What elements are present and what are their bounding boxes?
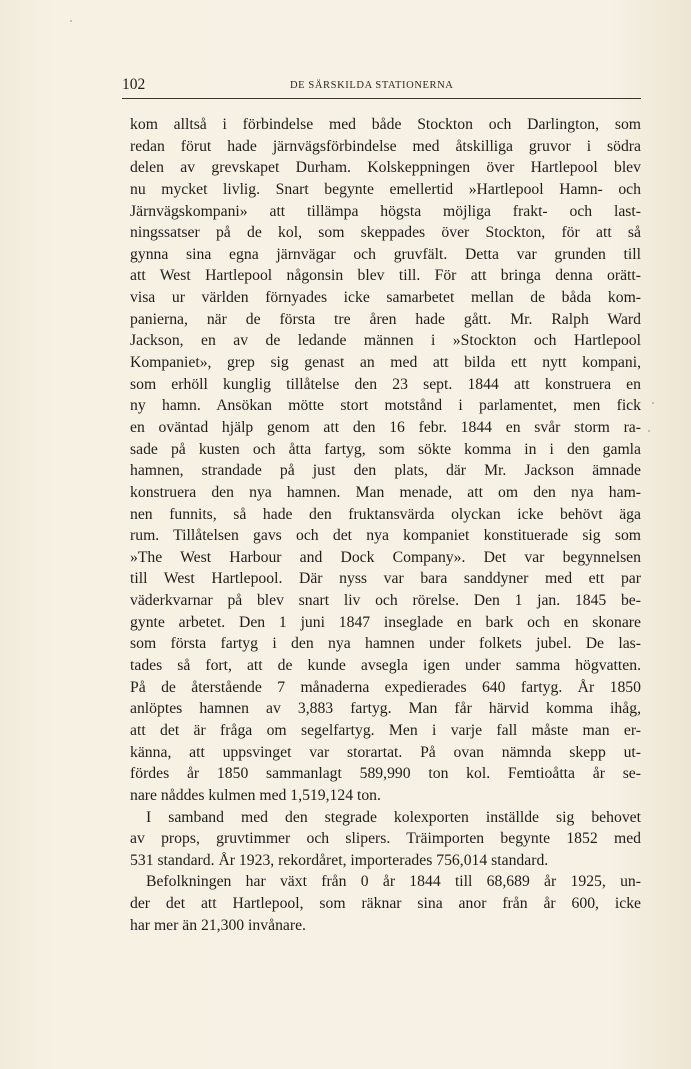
text-line: hamnen, strandade på just den plats, där Mr. Jackson ämnade (130, 462, 641, 480)
text-line: nare nåddes kulmen med 1,519,124 ton. (130, 786, 381, 804)
text-line: som erhöll kunglig tillåtelse den 23 sept. 1844 att konstruera en (130, 375, 641, 393)
text-line: har mer än 21,300 invånare. (130, 916, 306, 934)
text-line: ningssatser på de kol, som skeppades över Stockton, för att så (130, 224, 641, 242)
text-line: delen av grevskapet Durham. Kolskeppningen över Hartlepool blev (130, 159, 641, 177)
text-line: panierna, när de första tre åren hade gått. Mr. Ralph Ward (130, 310, 641, 328)
text-line: nu mycket livlig. Snart begynte emellertid »Hartlepool Hamn- och (130, 180, 641, 198)
body-text (130, 114, 641, 936)
text-line: kom alltså i förbindelse med både Stockton och Darlington, som (130, 116, 641, 133)
text-line: konstruera den nya hamnen. Man menade, att om den nya ham- (130, 483, 641, 501)
text-line: Jackson, en av de ledande männen i »Stockton och Hartlepool (130, 332, 641, 350)
page-header (122, 76, 641, 99)
text-line: gynna sina egna järnvägar och gruvfält. Detta var grunden till (130, 245, 641, 263)
running-head: DE SÄRSKILDA STATIONERNA (290, 80, 454, 91)
text-line: »The West Harbour and Dock Company». Det var begynnelsen (130, 548, 641, 566)
text-line: Befolkningen har växt från 0 år 1844 till 68,689 år 1925, un- (146, 873, 641, 891)
paper-speck (648, 430, 650, 432)
text-line: anlöptes hamnen av 3,883 fartyg. Man får härvid komma ihåg, (130, 700, 641, 718)
text-line: av props, gruvtimmer och slipers. Träimporten begynte 1852 med (130, 830, 641, 848)
text-line: der det att Hartlepool, som räknar sina anor från år 600, icke (130, 895, 641, 913)
text-line: att West Hartlepool någonsin blev till. För att bringa denna orätt- (130, 267, 641, 285)
text-line: I samband med den stegrade kolexporten inställde sig behovet (146, 808, 641, 826)
text-line: 531 standard. År 1923, rekordåret, importerades 756,014 standard. (130, 851, 549, 869)
page-number: 102 (122, 76, 146, 93)
text-line: väderkvarnar på blev snart liv och rörelse. Den 1 jan. 1845 be- (130, 592, 641, 610)
text-line: rum. Tillåtelsen gavs och det nya kompaniet konstituerade sig som (130, 527, 641, 545)
text-line: känna, att uppsvinget var storartat. På ovan nämnda skepp ut- (130, 743, 641, 761)
text-line: visa ur världen förnyades icke samarbetet mellan de båda kom- (130, 289, 641, 307)
paper-speck (70, 20, 72, 22)
text-line: fördes år 1850 sammanlagt 589,990 ton kol. Femtioåtta år se- (130, 765, 641, 783)
text-line: gynte arbetet. Den 1 juni 1847 inseglade en bark och en skonare (130, 613, 641, 631)
text-line: Kompaniet», grep sig genast an med att bilda ett nytt kompani, (130, 354, 641, 372)
text-line: Järnvägskompani» att tillämpa högsta möjliga frakt- och last- (130, 202, 641, 220)
text-line: ny hamn. Ansökan mötte stort motstånd i parlamentet, men fick (130, 397, 641, 415)
text-line: till West Hartlepool. Där nyss var bara sanddyner med ett par (130, 570, 641, 588)
text-line: en oväntad hjälp genom att den 16 febr. 1844 en svår storm ra- (130, 418, 641, 436)
text-line: tades så fort, att de kunde avsegla igen under samma högvatten. (130, 657, 641, 675)
text-line: På de återstående 7 månaderna expedierades 640 fartyg. År 1850 (130, 678, 641, 696)
text-line: nen funnits, så hade den fruktansvärda olyckan icke behövt äga (130, 505, 641, 523)
text-line: sade på kusten och åtta fartyg, som sökte komma in i den gamla (130, 440, 641, 458)
text-line: som första fartyg i den nya hamnen under folkets jubel. De las- (130, 635, 641, 653)
text-line: att det är fråga om segelfartyg. Men i varje fall måste man er- (130, 721, 641, 739)
text-line: redan förut hade järnvägsförbindelse med åtskilliga gruvor i södra (130, 137, 641, 155)
paper-speck (652, 402, 654, 404)
